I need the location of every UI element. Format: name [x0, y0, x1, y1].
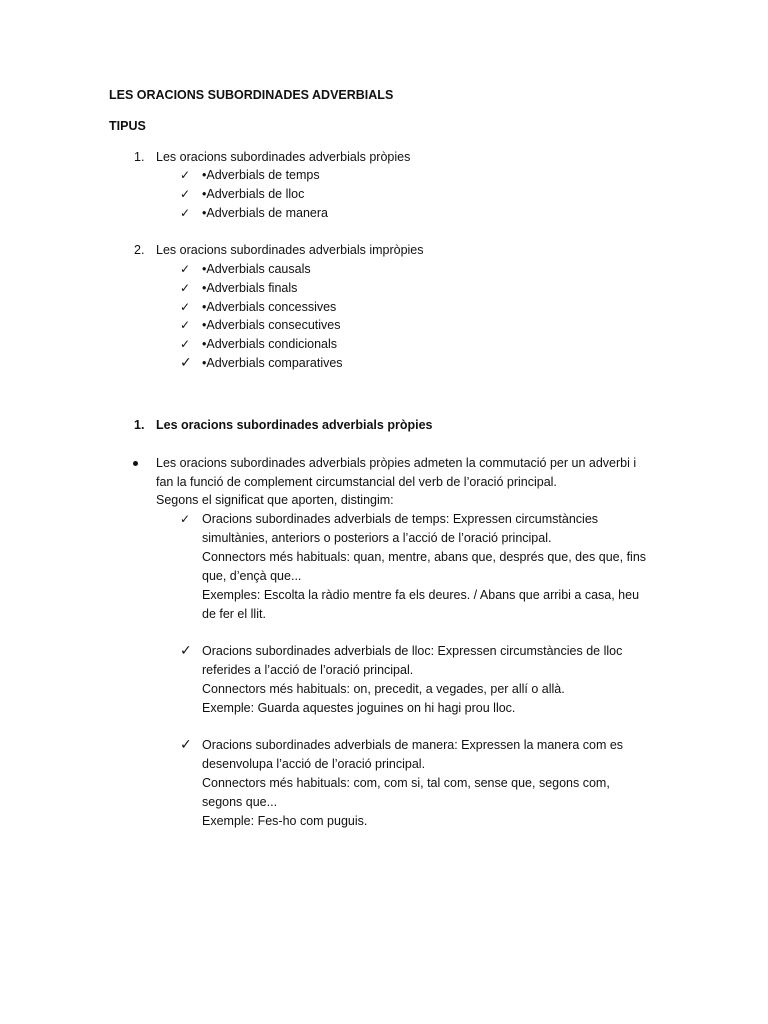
temps-line: Connectors més habituals: quan, mentre, abans que, després que, des que, fins: [202, 550, 647, 564]
list2-item: •Adverbials consecutives: [202, 318, 341, 332]
list2-item: •Adverbials causals: [202, 262, 311, 276]
temps-line: Oracions subordinades adverbials de temps: Expressen circumstàncies: [202, 512, 599, 526]
lloc-line: referides a l’acció de l’oració principal.: [202, 663, 414, 677]
check-icon: ✓: [180, 187, 191, 201]
check-icon: ✓: [180, 337, 191, 351]
list2-item: •Adverbials finals: [202, 281, 298, 295]
check-icon: ✓: [180, 737, 192, 753]
temps-line: que, d’ençà que...: [202, 569, 302, 583]
temps-line: simultànies, anteriors o posteriors a l’acció de l’oració principal.: [202, 531, 552, 545]
bullet-icon: [133, 461, 138, 466]
list1-item: •Adverbials de manera: [202, 206, 328, 220]
list1-item: •Adverbials de temps: [202, 168, 320, 182]
manera-line: segons que...: [202, 795, 278, 809]
list1-number: 1.: [134, 150, 145, 164]
check-icon: ✓: [180, 355, 192, 371]
check-icon: ✓: [180, 300, 191, 314]
list2-item: •Adverbials comparatives: [202, 356, 343, 370]
lloc-line: Exemple: Guarda aquestes joguines on hi hagi prou lloc.: [202, 701, 516, 715]
list2-item: •Adverbials concessives: [202, 300, 337, 314]
manera-line: desenvolupa l’acció de l’oració principal.: [202, 757, 426, 771]
check-icon: ✓: [180, 318, 191, 332]
list1-item: •Adverbials de lloc: [202, 187, 305, 201]
check-icon: ✓: [180, 281, 191, 295]
document-title: LES ORACIONS SUBORDINADES ADVERBIALS: [109, 88, 394, 102]
check-icon: ✓: [180, 262, 191, 276]
list2-item: •Adverbials condicionals: [202, 337, 338, 351]
list2-label: Les oracions subordinades adverbials impròpies: [156, 243, 424, 257]
lloc-line: Oracions subordinades adverbials de lloc: Expressen circumstàncies de lloc: [202, 644, 623, 658]
list1-label: Les oracions subordinades adverbials pròpies: [156, 150, 411, 164]
list2-number: 2.: [134, 243, 145, 257]
tipus-heading: TIPUS: [109, 119, 146, 133]
manera-line: Oracions subordinades adverbials de manera: Expressen la manera com es: [202, 738, 624, 752]
manera-line: Connectors més habituals: com, com si, tal com, sense que, segons com,: [202, 776, 610, 790]
temps-line: de fer el llit.: [202, 607, 266, 621]
intro-line: Segons el significat que aporten, distingim:: [156, 493, 394, 507]
check-icon: ✓: [180, 643, 192, 659]
check-icon: ✓: [180, 512, 191, 526]
check-icon: ✓: [180, 206, 191, 220]
temps-line: Exemples: Escolta la ràdio mentre fa els deures. / Abans que arribi a casa, heu: [202, 588, 640, 602]
check-icon: ✓: [180, 168, 191, 182]
manera-line: Exemple: Fes-ho com puguis.: [202, 814, 368, 828]
intro-line: Les oracions subordinades adverbials pròpies admeten la commutació per un adverbi i: [156, 456, 637, 470]
lloc-line: Connectors més habituals: on, precedit, a vegades, per allí o allà.: [202, 682, 565, 696]
section1-number: 1.: [134, 418, 145, 432]
section1-heading: Les oracions subordinades adverbials pròpies: [156, 418, 433, 432]
intro-line: fan la funció de complement circumstancial del verb de l’oració principal.: [156, 475, 557, 489]
